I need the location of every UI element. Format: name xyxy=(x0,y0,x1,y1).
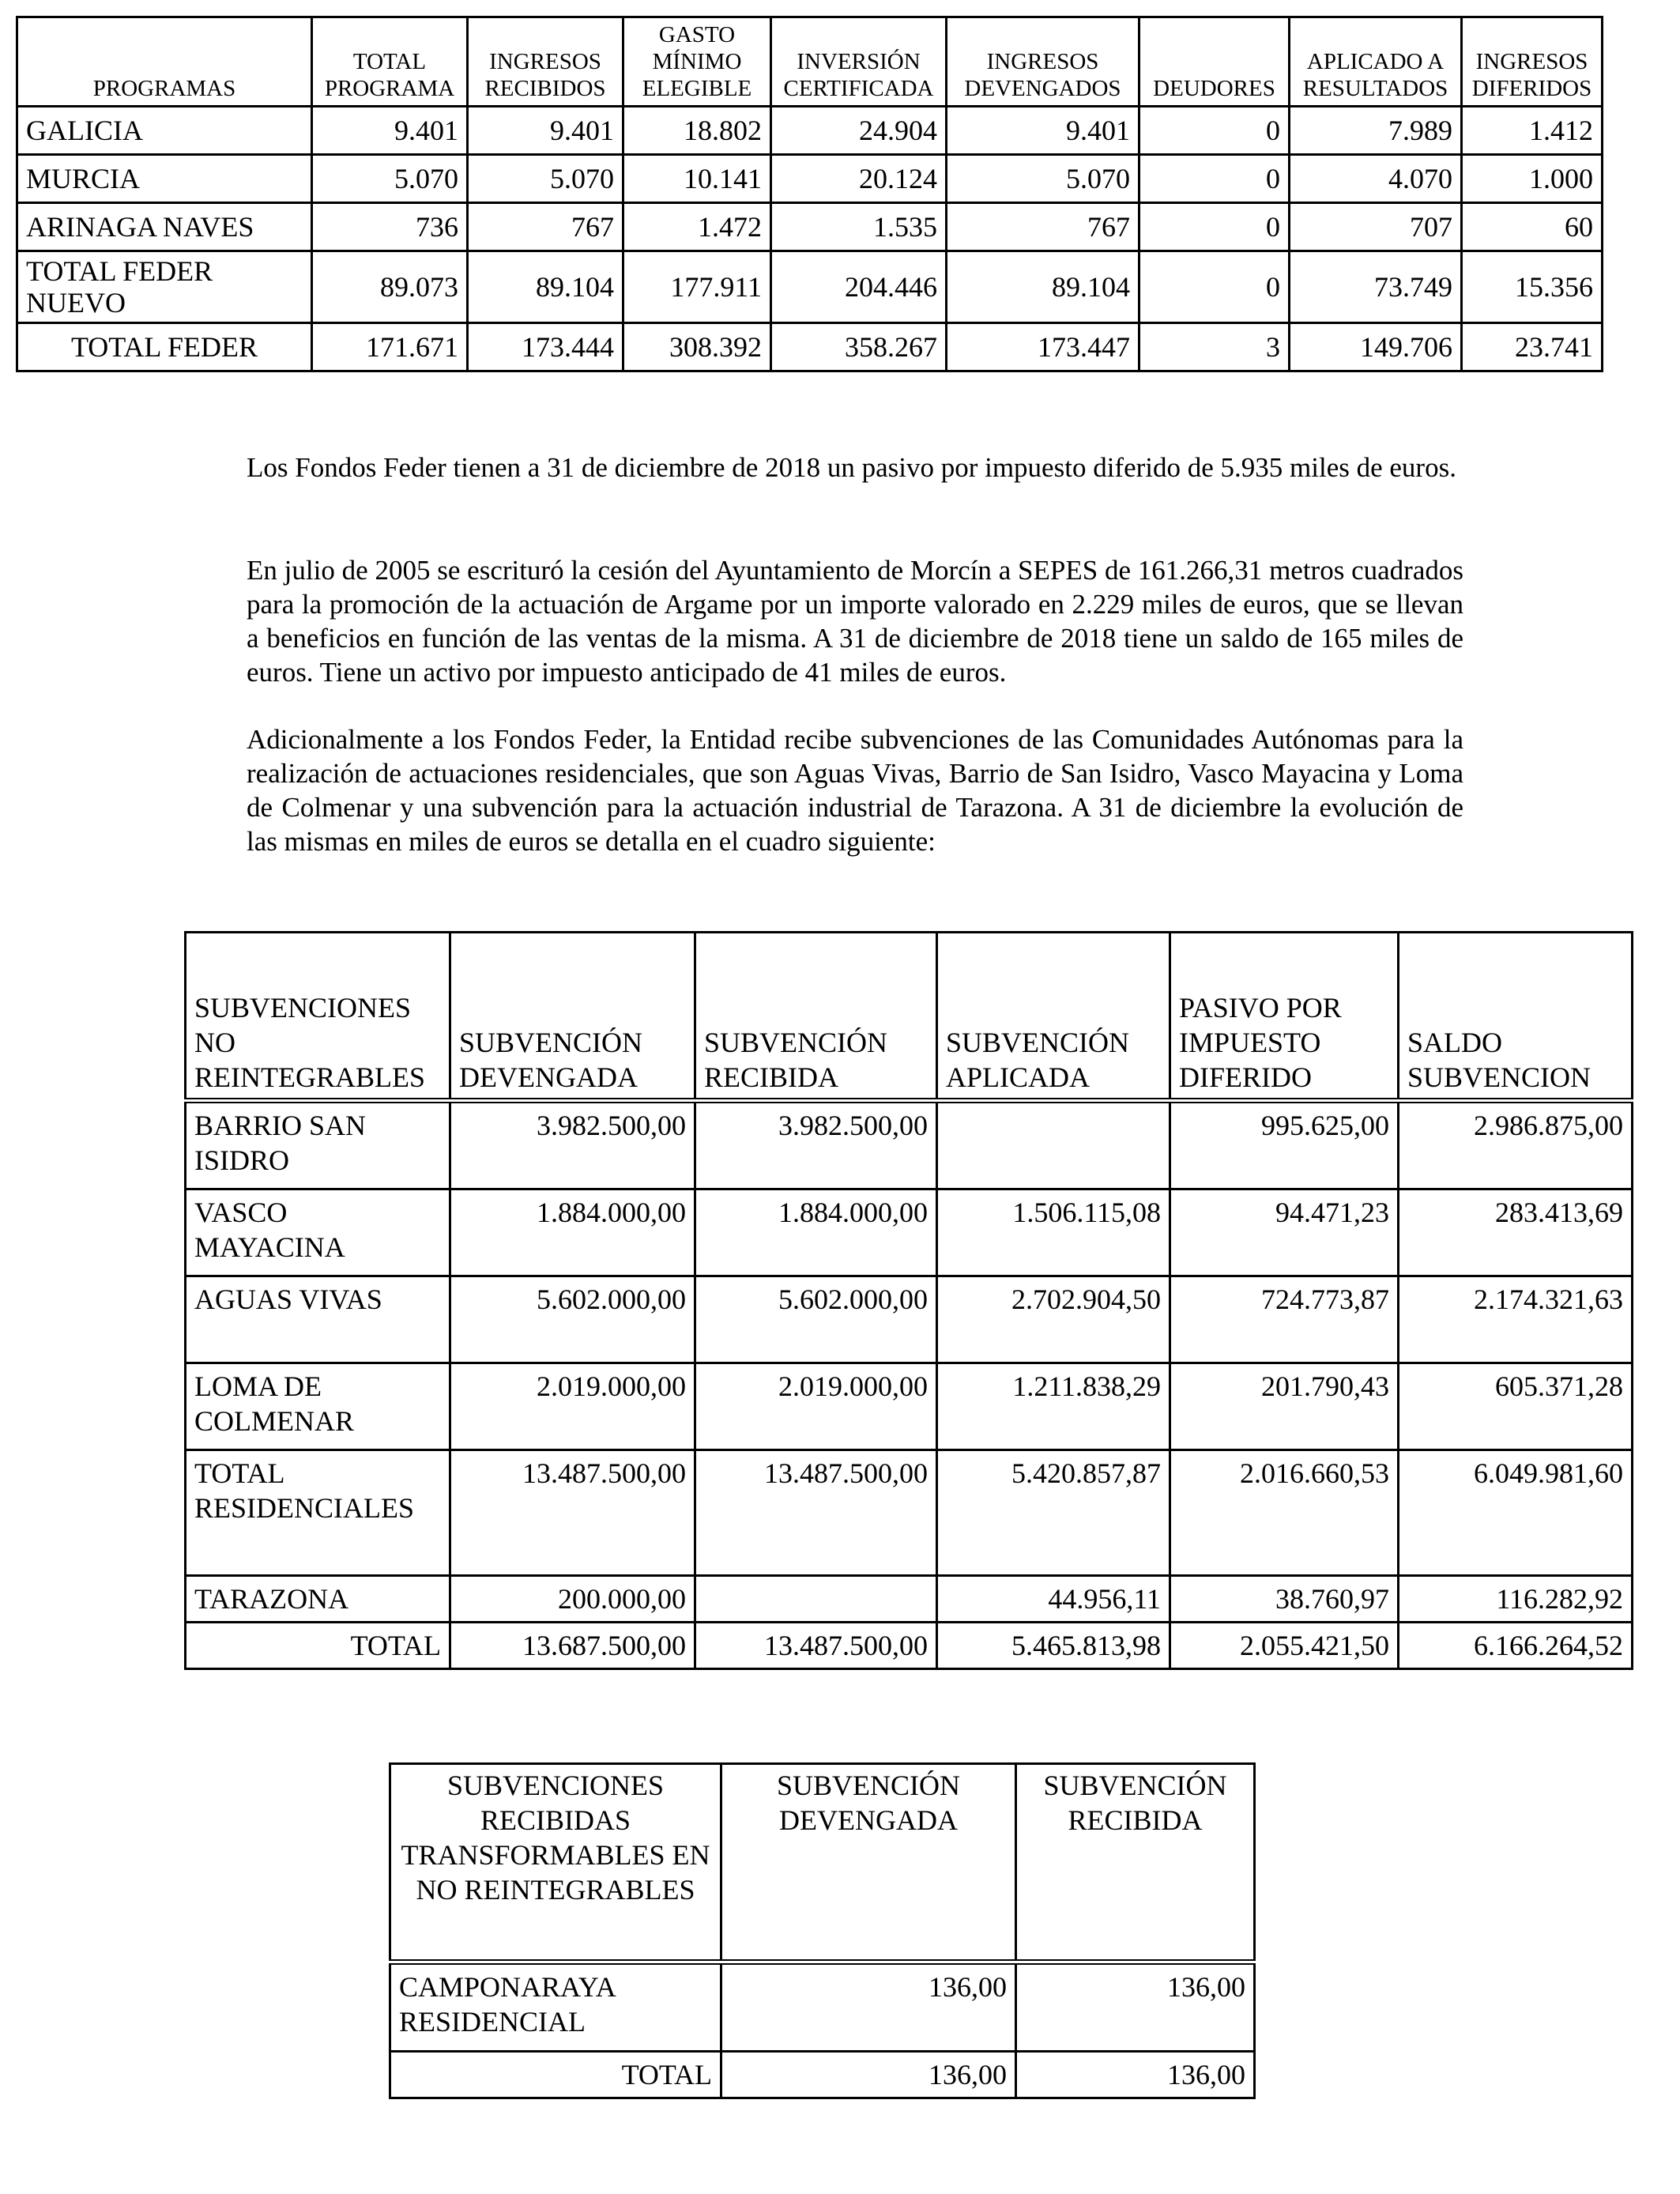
row-label: TOTAL xyxy=(186,1623,450,1669)
table-cell: 308.392 xyxy=(623,323,771,371)
table-cell: 177.911 xyxy=(623,251,771,323)
table-cell: 173.447 xyxy=(947,323,1139,371)
table-cell: 1.412 xyxy=(1462,107,1603,155)
column-header: INGRESOS DEVENGADOS xyxy=(947,17,1139,107)
table-header-row xyxy=(390,1764,1255,1962)
column-header: DEUDORES xyxy=(1139,17,1290,107)
row-label: AGUAS VIVAS xyxy=(186,1276,450,1363)
table-cell: 3.982.500,00 xyxy=(695,1101,937,1189)
table-cell: 44.956,11 xyxy=(937,1576,1170,1623)
table-cell: 89.073 xyxy=(312,251,468,323)
row-label: TOTAL FEDER NUEVO xyxy=(17,251,312,323)
table-cell: 24.904 xyxy=(771,107,947,155)
table-cell: 204.446 xyxy=(771,251,947,323)
table-cell: 1.506.115,08 xyxy=(937,1189,1170,1276)
row-label: ARINAGA NAVES xyxy=(17,203,312,251)
column-header: SUBVENCIONES RECIBIDAS TRANSFORMABLES EN NO REINTEGRABLES xyxy=(390,1764,721,1962)
table-cell: 10.141 xyxy=(623,155,771,203)
table-cell: 4.070 xyxy=(1290,155,1462,203)
table-cell: 6.049.981,60 xyxy=(1399,1450,1633,1576)
table-cell: 60 xyxy=(1462,203,1603,251)
table-cell: 0 xyxy=(1139,155,1290,203)
table-row xyxy=(17,323,1603,371)
table-cell: 1.000 xyxy=(1462,155,1603,203)
table-cell: 2.055.421,50 xyxy=(1170,1623,1399,1669)
table-row xyxy=(186,1363,1633,1450)
column-header: SALDO SUBVENCION xyxy=(1399,933,1633,1101)
paragraph-argame: En julio de 2005 se escrituró la cesión del Ayuntamiento de Morcín a SEPES de 161.266,31 metros cuadrados para la promoción de la actuación de Argame por un importe valorado en 2.229 miles de euros, que se llevan a beneficios en función de las ventas de la misma. A 31 de diciembre de 2018 tiene un saldo de 165 miles de euros. Tiene un activo por impuesto anticipado de 41 miles de euros. xyxy=(247,555,1463,688)
paragraph-subvenciones: Adicionalmente a los Fondos Feder, la Entidad recibe subvenciones de las Comunidades Autónomas para la realización de actuaciones residenciales, que son Aguas Vivas, Barrio de San Isidro, Vasco Mayacina y Loma de Colmenar y una subvención para la actuación industrial de Tarazona. A 31 de diciembre la evolución de las mismas en miles de euros se detalla en el cuadro siguiente: xyxy=(247,724,1463,857)
table-cell: 1.211.838,29 xyxy=(937,1363,1170,1450)
table-cell: 116.282,92 xyxy=(1399,1576,1633,1623)
table-cell: 13.487.500,00 xyxy=(695,1450,937,1576)
table-cell: 1.472 xyxy=(623,203,771,251)
table-cell: 23.741 xyxy=(1462,323,1603,371)
table-cell: 3.982.500,00 xyxy=(450,1101,695,1189)
table-cell: 2.019.000,00 xyxy=(695,1363,937,1450)
table-cell: 94.471,23 xyxy=(1170,1189,1399,1276)
column-header: TOTAL PROGRAMA xyxy=(312,17,468,107)
table-cell: 5.602.000,00 xyxy=(450,1276,695,1363)
table-cell: 136,00 xyxy=(1016,1962,1255,2052)
feder-programs-table xyxy=(16,16,1603,372)
table-cell: 136,00 xyxy=(721,1962,1016,2052)
table-row xyxy=(17,203,1603,251)
table-cell: 5.602.000,00 xyxy=(695,1276,937,1363)
table-cell: 1.535 xyxy=(771,203,947,251)
table-cell: 15.356 xyxy=(1462,251,1603,323)
table-cell: 0 xyxy=(1139,203,1290,251)
table-cell: 724.773,87 xyxy=(1170,1276,1399,1363)
table-cell: 2.702.904,50 xyxy=(937,1276,1170,1363)
table-cell: 767 xyxy=(947,203,1139,251)
table-row xyxy=(186,1189,1633,1276)
table-cell: 6.166.264,52 xyxy=(1399,1623,1633,1669)
table-cell: 767 xyxy=(468,203,623,251)
table-row xyxy=(17,155,1603,203)
table-cell xyxy=(937,1101,1170,1189)
row-label: MURCIA xyxy=(17,155,312,203)
table-cell: 13.487.500,00 xyxy=(695,1623,937,1669)
table-cell: 73.749 xyxy=(1290,251,1462,323)
column-header: SUBVENCIÓN DEVENGADA xyxy=(721,1764,1016,1962)
table-cell: 0 xyxy=(1139,251,1290,323)
column-header: GASTO MÍNIMO ELEGIBLE xyxy=(623,17,771,107)
table-cell: 5.070 xyxy=(947,155,1139,203)
table-cell: 9.401 xyxy=(947,107,1139,155)
row-label: TOTAL xyxy=(390,2052,721,2098)
table-cell: 149.706 xyxy=(1290,323,1462,371)
column-header: PASIVO POR IMPUESTO DIFERIDO xyxy=(1170,933,1399,1101)
table-cell: 89.104 xyxy=(947,251,1139,323)
table-cell: 201.790,43 xyxy=(1170,1363,1399,1450)
table-cell: 136,00 xyxy=(721,2052,1016,2098)
column-header: SUBVENCIÓN RECIBIDA xyxy=(1016,1764,1255,1962)
table-cell: 200.000,00 xyxy=(450,1576,695,1623)
table-cell: 605.371,28 xyxy=(1399,1363,1633,1450)
column-header: SUBVENCIÓN APLICADA xyxy=(937,933,1170,1101)
table-row xyxy=(390,1962,1255,2052)
table-row xyxy=(17,107,1603,155)
table-cell: 136,00 xyxy=(1016,2052,1255,2098)
row-label: BARRIO SAN ISIDRO xyxy=(186,1101,450,1189)
table-cell: 3 xyxy=(1139,323,1290,371)
table-header-row xyxy=(186,933,1633,1101)
table-cell: 1.884.000,00 xyxy=(450,1189,695,1276)
table-cell xyxy=(695,1576,937,1623)
table-cell: 38.760,97 xyxy=(1170,1576,1399,1623)
table-row xyxy=(186,1576,1633,1623)
paragraph-pasivo-impuesto: Los Fondos Feder tienen a 31 de diciembre de 2018 un pasivo por impuesto diferido de 5.935 miles de euros. xyxy=(247,452,1456,483)
table-row xyxy=(186,1101,1633,1189)
table-cell: 0 xyxy=(1139,107,1290,155)
column-header: INGRESOS RECIBIDOS xyxy=(468,17,623,107)
table-cell: 9.401 xyxy=(312,107,468,155)
table-cell: 9.401 xyxy=(468,107,623,155)
row-label: TOTAL RESIDENCIALES xyxy=(186,1450,450,1576)
table-cell: 171.671 xyxy=(312,323,468,371)
table-cell: 358.267 xyxy=(771,323,947,371)
row-label: VASCO MAYACINA xyxy=(186,1189,450,1276)
table-cell: 736 xyxy=(312,203,468,251)
table-cell: 5.465.813,98 xyxy=(937,1623,1170,1669)
table-cell: 995.625,00 xyxy=(1170,1101,1399,1189)
row-label: GALICIA xyxy=(17,107,312,155)
table-cell: 18.802 xyxy=(623,107,771,155)
column-header: SUBVENCIONES NO REINTEGRABLES xyxy=(186,933,450,1101)
table-cell: 2.986.875,00 xyxy=(1399,1101,1633,1189)
column-header: APLICADO A RESULTADOS xyxy=(1290,17,1462,107)
row-label: TOTAL FEDER xyxy=(17,323,312,371)
column-header: INVERSIÓN CERTIFICADA xyxy=(771,17,947,107)
row-label: TARAZONA xyxy=(186,1576,450,1623)
table-cell: 2.016.660,53 xyxy=(1170,1450,1399,1576)
table-cell: 20.124 xyxy=(771,155,947,203)
table-cell: 5.070 xyxy=(312,155,468,203)
table-cell: 2.174.321,63 xyxy=(1399,1276,1633,1363)
subvenciones-no-reintegrables-table xyxy=(184,931,1633,1670)
column-header: PROGRAMAS xyxy=(17,17,312,107)
subvenciones-transformables-table xyxy=(389,1762,1256,2099)
column-header: SUBVENCIÓN RECIBIDA xyxy=(695,933,937,1101)
table-cell: 1.884.000,00 xyxy=(695,1189,937,1276)
table-header-row xyxy=(17,17,1603,107)
table-cell: 89.104 xyxy=(468,251,623,323)
table-cell: 13.687.500,00 xyxy=(450,1623,695,1669)
table-cell: 13.487.500,00 xyxy=(450,1450,695,1576)
table-row xyxy=(186,1623,1633,1669)
row-label: CAMPONARAYA RESIDENCIAL xyxy=(390,1962,721,2052)
table-cell: 283.413,69 xyxy=(1399,1189,1633,1276)
table-cell: 173.444 xyxy=(468,323,623,371)
table-cell: 5.070 xyxy=(468,155,623,203)
table-cell: 707 xyxy=(1290,203,1462,251)
table-row xyxy=(17,251,1603,323)
table-cell: 5.420.857,87 xyxy=(937,1450,1170,1576)
table-row xyxy=(186,1450,1633,1576)
column-header: INGRESOS DIFERIDOS xyxy=(1462,17,1603,107)
column-header: SUBVENCIÓN DEVENGADA xyxy=(450,933,695,1101)
table-row xyxy=(390,2052,1255,2098)
row-label: LOMA DE COLMENAR xyxy=(186,1363,450,1450)
table-cell: 2.019.000,00 xyxy=(450,1363,695,1450)
table-row xyxy=(186,1276,1633,1363)
table-cell: 7.989 xyxy=(1290,107,1462,155)
